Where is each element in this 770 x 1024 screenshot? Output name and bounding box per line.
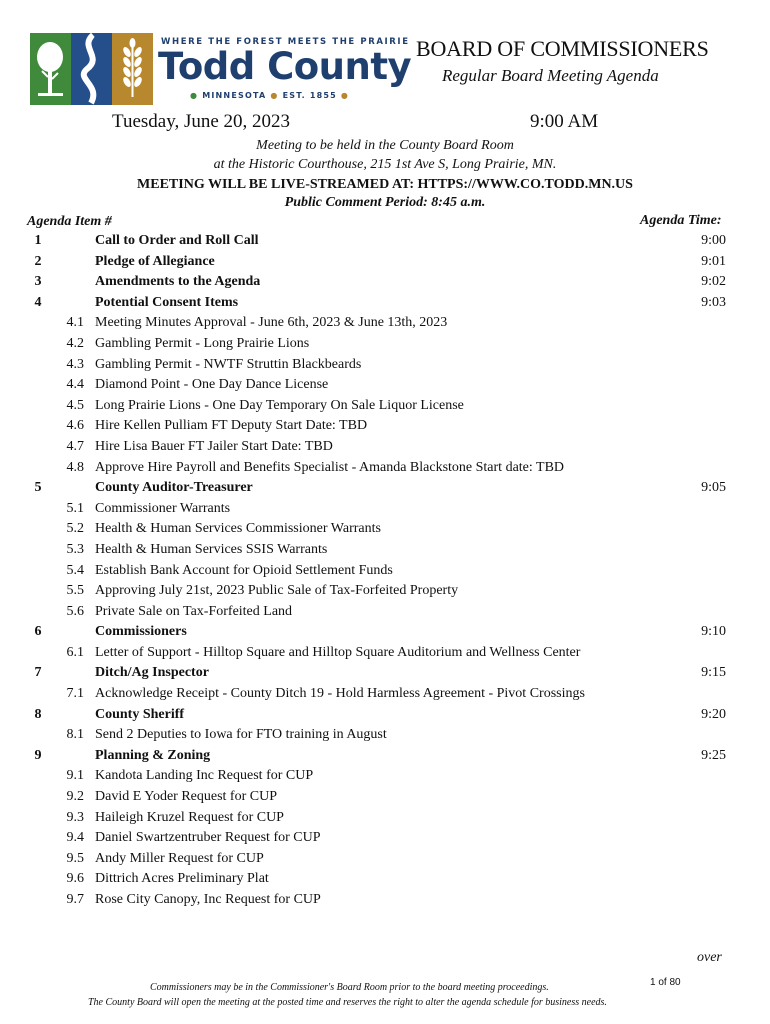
agenda-subitem-row <box>0 851 770 872</box>
county-logo <box>30 33 412 105</box>
agenda-item-title: County Sheriff <box>95 706 185 722</box>
wheat-icon <box>112 33 153 105</box>
agenda-item-number: 9.6 <box>66 871 84 887</box>
agenda-item-number: 3 <box>34 274 42 290</box>
agenda-item-time: 9:10 <box>701 624 726 640</box>
agenda-subitem-row <box>0 830 770 851</box>
agenda-item-title: Kandota Landing Inc Request for CUP <box>95 768 314 784</box>
agenda-item-number: 6 <box>34 624 42 640</box>
agenda-subitem-row <box>0 645 770 666</box>
agenda-item-number: 5 <box>34 480 42 496</box>
agenda-item-number: 6.1 <box>66 644 84 660</box>
agenda-item-number: 2 <box>34 253 42 269</box>
agenda-item-title: Gambling Permit - NWTF Struttin Blackbeards <box>95 356 362 372</box>
agenda-subitem-row <box>0 377 770 398</box>
logo-subline: ● MINNESOTA ● EST. 1855 ● <box>190 91 350 100</box>
agenda-item-title: Health & Human Services SSIS Warrants <box>95 541 328 557</box>
agenda-item-time: 9:01 <box>701 253 726 269</box>
agenda-section-row <box>0 274 770 295</box>
livestream-notice: MEETING WILL BE LIVE-STREAMED AT: HTTPS://WWW.CO.TODD.MN.US <box>137 177 633 192</box>
agenda-item-number: 4.6 <box>66 418 84 434</box>
agenda-subitem-row <box>0 501 770 522</box>
agenda-subitem-row <box>0 727 770 748</box>
footer-note-1: Commissioners may be in the Commissioner's Board Room prior to the board meeting proceedings. <box>150 982 549 993</box>
agenda-item-title: Call to Order and Roll Call <box>95 233 259 248</box>
agenda-subitem-row <box>0 418 770 439</box>
agenda-item-number: 4.5 <box>66 397 84 413</box>
agenda-item-title: Approve Hire Payroll and Benefits Specialist - Amanda Blackstone Start date: TBD <box>95 459 565 475</box>
agenda-section-row <box>0 707 770 728</box>
agenda-list <box>0 233 770 913</box>
agenda-item-number: 9 <box>34 747 42 763</box>
agenda-item-title: Pledge of Allegiance <box>95 253 215 269</box>
agenda-item-number: 9.7 <box>66 892 84 907</box>
agenda-item-title: Commissioners <box>95 624 187 640</box>
agenda-subitem-row <box>0 315 770 336</box>
agenda-item-title: Approving July 21st, 2023 Public Sale of Tax-Forfeited Property <box>95 583 459 599</box>
agenda-item-title: Acknowledge Receipt - County Ditch 19 - Hold Harmless Agreement - Pivot Crossings <box>95 686 585 702</box>
agenda-item-number: 4.3 <box>66 356 84 372</box>
meeting-time: 9:00 AM <box>530 111 599 132</box>
agenda-item-title: Rose City Canopy, Inc Request for CUP <box>95 892 321 907</box>
agenda-subitem-row <box>0 460 770 481</box>
location-line-1: Meeting to be held in the County Board Room <box>256 138 514 153</box>
agenda-item-title: David E Yoder Request for CUP <box>95 789 277 805</box>
agenda-subitem-row <box>0 357 770 378</box>
agenda-item-number: 8.1 <box>66 727 84 743</box>
agenda-item-title: Gambling Permit - Long Prairie Lions <box>95 335 310 351</box>
agenda-time-column-header: Agenda Time: <box>640 213 722 228</box>
agenda-item-title: Planning & Zoning <box>95 747 211 763</box>
agenda-item-title: Daniel Swartzentruber Request for CUP <box>95 830 321 846</box>
agenda-section-row <box>0 295 770 316</box>
agenda-subitem-row <box>0 336 770 357</box>
tree-icon <box>30 33 71 105</box>
agenda-item-number: 9.4 <box>66 830 84 846</box>
agenda-item-number: 4.7 <box>66 438 84 454</box>
agenda-section-row <box>0 254 770 275</box>
agenda-subitem-row <box>0 542 770 563</box>
agenda-item-title: Meeting Minutes Approval - June 6th, 2023 & June 13th, 2023 <box>95 315 448 331</box>
agenda-subitem-row <box>0 871 770 892</box>
agenda-item-number: 5.5 <box>66 583 84 599</box>
continued-over-note: over <box>697 950 722 965</box>
agenda-item-number: 9.1 <box>66 768 84 784</box>
agenda-item-number: 9.3 <box>66 809 84 825</box>
agenda-item-title: Health & Human Services Commissioner Warrants <box>95 521 381 537</box>
agenda-item-title: Amendments to the Agenda <box>95 274 261 290</box>
agenda-item-title: Letter of Support - Hilltop Square and Hilltop Square Auditorium and Wellness Center <box>95 644 581 660</box>
agenda-item-number: 4.1 <box>66 315 84 331</box>
agenda-item-number: 4.4 <box>66 377 84 393</box>
agenda-item-title: Long Prairie Lions - One Day Temporary On Sale Liquor License <box>95 397 464 413</box>
agenda-item-number: 5.2 <box>66 521 84 537</box>
agenda-subitem-row <box>0 563 770 584</box>
agenda-item-number: 8 <box>34 706 42 722</box>
agenda-subitem-row <box>0 768 770 789</box>
agenda-item-column-header: Agenda Item # <box>27 214 112 229</box>
agenda-item-number: 7 <box>34 665 42 681</box>
agenda-item-title: Ditch/Ag Inspector <box>95 665 209 681</box>
logo-est: EST. 1855 <box>282 91 337 100</box>
agenda-item-time: 9:02 <box>701 274 726 290</box>
agenda-section-row <box>0 624 770 645</box>
agenda-item-time: 9:25 <box>701 747 726 763</box>
agenda-item-number: 9.5 <box>66 850 84 866</box>
logo-state: MINNESOTA <box>202 91 267 100</box>
agenda-item-title: Haileigh Kruzel Request for CUP <box>95 809 284 825</box>
agenda-item-time: 9:03 <box>701 294 726 310</box>
board-subtitle: Regular Board Meeting Agenda <box>442 66 659 85</box>
agenda-subitem-row <box>0 439 770 460</box>
agenda-item-title: Establish Bank Account for Opioid Settlement Funds <box>95 562 393 578</box>
agenda-item-title: Commissioner Warrants <box>95 500 231 516</box>
agenda-section-row <box>0 233 770 254</box>
agenda-item-number: 9.2 <box>66 789 84 805</box>
agenda-item-time: 9:00 <box>701 233 726 248</box>
agenda-item-title: Diamond Point - One Day Dance License <box>95 377 329 393</box>
river-icon <box>71 33 112 105</box>
agenda-item-number: 5.1 <box>66 500 84 516</box>
agenda-item-title: County Auditor-Treasurer <box>95 480 253 496</box>
agenda-subitem-row <box>0 810 770 831</box>
agenda-subitem-row <box>0 398 770 419</box>
agenda-item-number: 1 <box>34 233 42 248</box>
agenda-item-number: 4.8 <box>66 459 84 475</box>
footer-note-2: The County Board will open the meeting at the posted time and reserves the right to alter the agenda schedule for business needs. <box>88 997 607 1008</box>
agenda-subitem-row <box>0 892 770 913</box>
agenda-subitem-row <box>0 521 770 542</box>
agenda-subitem-row <box>0 604 770 625</box>
agenda-item-title: Potential Consent Items <box>95 294 239 310</box>
agenda-section-row <box>0 480 770 501</box>
agenda-item-title: Private Sale on Tax-Forfeited Land <box>95 603 293 619</box>
agenda-item-title: Hire Lisa Bauer FT Jailer Start Date: TBD <box>95 438 333 454</box>
agenda-item-time: 9:15 <box>701 665 726 681</box>
agenda-subitem-row <box>0 583 770 604</box>
board-title: BOARD OF COMMISSIONERS <box>416 36 709 61</box>
logo-brand-name: Todd County <box>158 45 412 88</box>
agenda-item-number: 5.6 <box>66 603 84 619</box>
location-line-2: at the Historic Courthouse, 215 1st Ave S, Long Prairie, MN. <box>213 157 557 172</box>
meeting-date: Tuesday, June 20, 2023 <box>112 111 291 132</box>
logo-tagline: WHERE THE FOREST MEETS THE PRAIRIE <box>161 37 410 47</box>
agenda-section-row <box>0 665 770 686</box>
agenda-item-title: Andy Miller Request for CUP <box>95 850 264 866</box>
agenda-item-number: 4 <box>34 294 42 310</box>
agenda-item-number: 5.4 <box>66 562 84 578</box>
agenda-item-title: Dittrich Acres Preliminary Plat <box>95 871 269 887</box>
agenda-item-time: 9:20 <box>701 706 726 722</box>
agenda-subitem-row <box>0 789 770 810</box>
agenda-section-row <box>0 748 770 769</box>
agenda-subitem-row <box>0 686 770 707</box>
agenda-item-number: 7.1 <box>66 686 84 702</box>
agenda-item-number: 4.2 <box>66 335 84 351</box>
agenda-item-title: Hire Kellen Pulliam FT Deputy Start Date: TBD <box>95 418 368 434</box>
agenda-item-number: 5.3 <box>66 541 84 557</box>
page-number: 1 of 80 <box>650 977 681 988</box>
public-comment-period: Public Comment Period: 8:45 a.m. <box>284 195 486 210</box>
agenda-item-time: 9:05 <box>701 480 726 496</box>
agenda-item-title: Send 2 Deputies to Iowa for FTO training in August <box>95 727 387 743</box>
